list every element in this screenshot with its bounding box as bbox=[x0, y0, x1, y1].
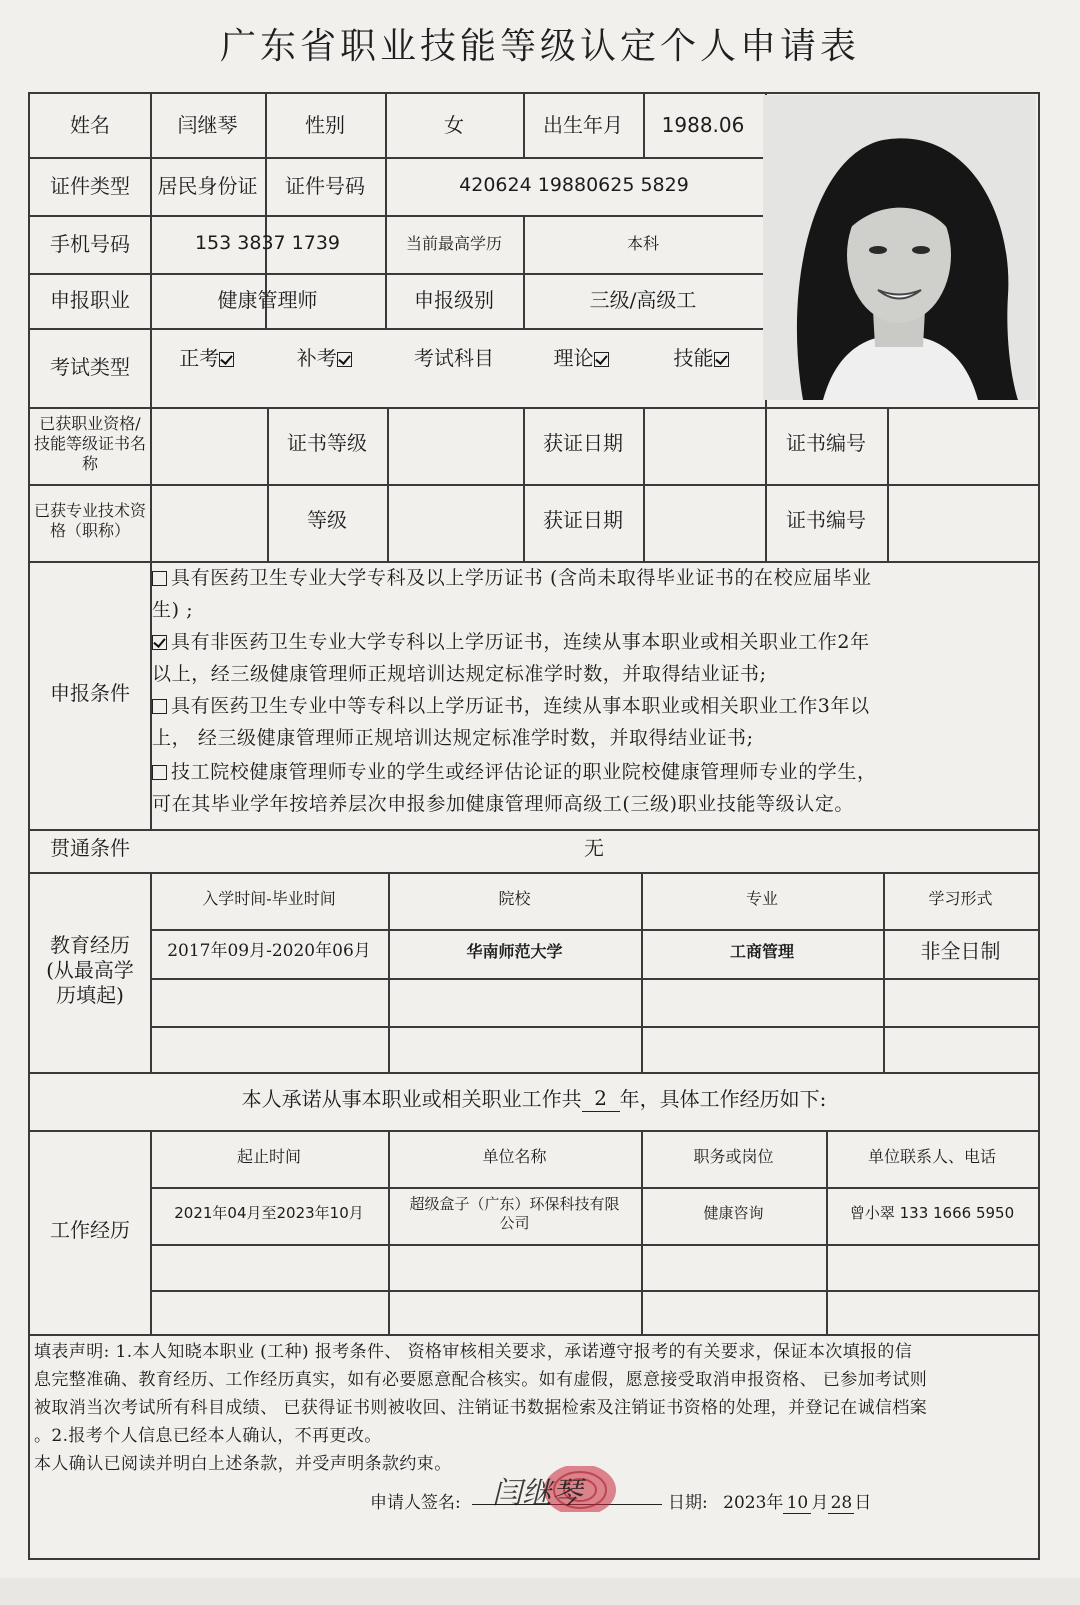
condition-1-cont: 生) ; bbox=[152, 599, 194, 621]
work-col-contact: 单位联系人、电话 bbox=[867, 1146, 996, 1166]
qual-row2-no-label: 证书编号 bbox=[786, 508, 866, 532]
edu-col-major: 专业 bbox=[745, 888, 778, 908]
work-years: 2 bbox=[582, 1086, 620, 1112]
exam-type-options bbox=[150, 328, 385, 388]
edu-major-value: 工商管理 bbox=[729, 941, 794, 961]
condition-4[interactable]: 技工院校健康管理师专业的学生或经评估论证的职业院校健康管理师专业的学生， bbox=[152, 756, 877, 788]
declaration-notes: 填表声明: 1.本人知晓本职业 (工种) 报考条件、 资格审核相关要求，承诺遵守报考的有关要求，保证本次填报的信 息完整准确、教育经历、工作经历真实，如有必要愿意配合核实。如有虚假，愿意接受取消申报资格、 已参加考试则 被取消当次考试所有科目成绩、 已获得证书则被收回、注销证书数据检索及注销证书资格的处理，并登记在诚信档案 。2.报考个人信息已经本人确认，不再更改。 本人确认已阅读并明白上述条款，并受声明条款约束。 bbox=[34, 1342, 928, 1474]
through-label: 贯通条件 bbox=[50, 836, 130, 860]
qual-row1-label: 已获职业资格/技能等级证书名称 bbox=[34, 413, 147, 473]
job-value: 健康管理师 bbox=[217, 288, 318, 312]
id-no-value: 420624 19880625 5829 bbox=[459, 174, 689, 197]
work-commitment: 本人承诺从事本职业或相关职业工作共 2 年，具体工作经历如下: bbox=[241, 1086, 827, 1111]
exam-makeup-option[interactable]: 补考 bbox=[297, 346, 356, 371]
unchecked-box-icon[interactable] bbox=[152, 699, 167, 714]
subject-skill-option[interactable]: 技能 bbox=[674, 346, 733, 371]
conditions-label: 申报条件 bbox=[50, 680, 130, 705]
condition-1[interactable]: 具有医药卫生专业大学专科及以上学历证书 (含尚未取得毕业证书的在校应届毕业 bbox=[152, 562, 872, 594]
signature-label: 申请人签名: bbox=[370, 1493, 461, 1513]
checked-box-icon[interactable] bbox=[594, 352, 609, 367]
edu-col-mode: 学习形式 bbox=[928, 888, 993, 908]
phone-value: 153 3837 1739 bbox=[194, 232, 341, 255]
education-label: 教育经历 (从最高学 历填起) bbox=[46, 932, 134, 1007]
qual-row2-date-label: 获证日期 bbox=[543, 508, 623, 532]
edu-value: 本科 bbox=[626, 234, 659, 253]
through-value: 无 bbox=[584, 836, 604, 860]
work-post-value: 健康咨询 bbox=[703, 1204, 764, 1223]
condition-4-cont: 可在其毕业学年按培养层次申报参加健康管理师高级工(三级)职业技能等级认定。 bbox=[152, 793, 855, 815]
exam-regular-option[interactable]: 正考 bbox=[179, 346, 238, 371]
condition-3-cont: 上， 经三级健康管理师正规培训达规定标准学时数，并取得结业证书; bbox=[152, 727, 754, 749]
work-col-post: 职务或岗位 bbox=[693, 1146, 774, 1166]
unchecked-box-icon[interactable] bbox=[152, 571, 167, 586]
job-label: 申报职业 bbox=[50, 288, 130, 312]
edu-label: 当前最高学历 bbox=[405, 234, 502, 253]
work-contact-value: 曾小翠 133 1666 5950 bbox=[849, 1204, 1015, 1223]
checked-box-icon[interactable] bbox=[152, 635, 167, 650]
portrait-icon bbox=[763, 95, 1036, 400]
subject-options bbox=[523, 328, 763, 388]
signature-date: 日期: 2023年 10 月 28 日 bbox=[668, 1493, 872, 1513]
edu-time-value: 2017年09月-2020年06月 bbox=[167, 940, 371, 961]
condition-2-cont: 以上，经三级健康管理师正规培训达规定标准学时数，并取得结业证书; bbox=[152, 663, 767, 685]
qual-row1-no-label: 证书编号 bbox=[786, 431, 866, 455]
subject-label: 考试科目 bbox=[414, 345, 494, 370]
id-no-label: 证件号码 bbox=[285, 173, 365, 198]
unchecked-box-icon[interactable] bbox=[152, 765, 167, 780]
id-type-label: 证件类型 bbox=[50, 173, 130, 198]
work-col-unit: 单位名称 bbox=[482, 1146, 547, 1166]
name-label: 姓名 bbox=[70, 113, 110, 137]
level-value: 三级/高级工 bbox=[589, 288, 697, 312]
gender-label: 性别 bbox=[305, 113, 345, 137]
signature-line bbox=[472, 1474, 662, 1511]
work-unit-value: 超级盒子（广东）环保科技有限 公司 bbox=[409, 1194, 620, 1232]
edu-col-school: 院校 bbox=[498, 888, 531, 908]
condition-3[interactable]: 具有医药卫生专业中等专科以上学历证书，连续从事本职业或相关职业工作3年以 bbox=[152, 690, 870, 722]
id-type-value: 居民身份证 bbox=[157, 173, 258, 198]
signature-name: 闫继琴 bbox=[492, 1476, 582, 1511]
exam-type-label: 考试类型 bbox=[50, 355, 130, 379]
level-label: 申报级别 bbox=[414, 288, 494, 312]
checked-box-icon[interactable] bbox=[219, 352, 234, 367]
qual-row2-label: 已获专业技术资格（职称） bbox=[34, 500, 147, 540]
qual-row1-grade-label: 证书等级 bbox=[287, 431, 367, 455]
birth-label: 出生年月 bbox=[543, 113, 623, 137]
work-col-time: 起止时间 bbox=[236, 1146, 301, 1166]
edu-mode-value: 非全日制 bbox=[920, 939, 1001, 963]
qual-row2-grade-label: 等级 bbox=[307, 508, 347, 532]
checked-box-icon[interactable] bbox=[714, 352, 729, 367]
applicant-photo bbox=[763, 95, 1036, 400]
work-label: 工作经历 bbox=[50, 1217, 130, 1242]
condition-2[interactable]: 具有非医药卫生专业大学专科以上学历证书，连续从事本职业或相关职业工作2年 bbox=[152, 626, 870, 658]
gender-value: 女 bbox=[444, 113, 464, 137]
bottom-margin bbox=[0, 1578, 1080, 1605]
edu-school-value: 华南师范大学 bbox=[466, 941, 563, 961]
name-value: 闫继琴 bbox=[177, 113, 238, 137]
work-time-value: 2021年04月至2023年10月 bbox=[174, 1204, 364, 1223]
form-title: 广东省职业技能等级认定个人申请表 bbox=[219, 26, 860, 67]
edu-col-time: 入学时间-毕业时间 bbox=[202, 888, 336, 908]
subject-theory-option[interactable]: 理论 bbox=[554, 346, 613, 371]
phone-label: 手机号码 bbox=[50, 231, 130, 256]
checked-box-icon[interactable] bbox=[337, 352, 352, 367]
birth-value: 1988.06 bbox=[661, 113, 745, 137]
qual-row1-date-label: 获证日期 bbox=[543, 431, 623, 455]
